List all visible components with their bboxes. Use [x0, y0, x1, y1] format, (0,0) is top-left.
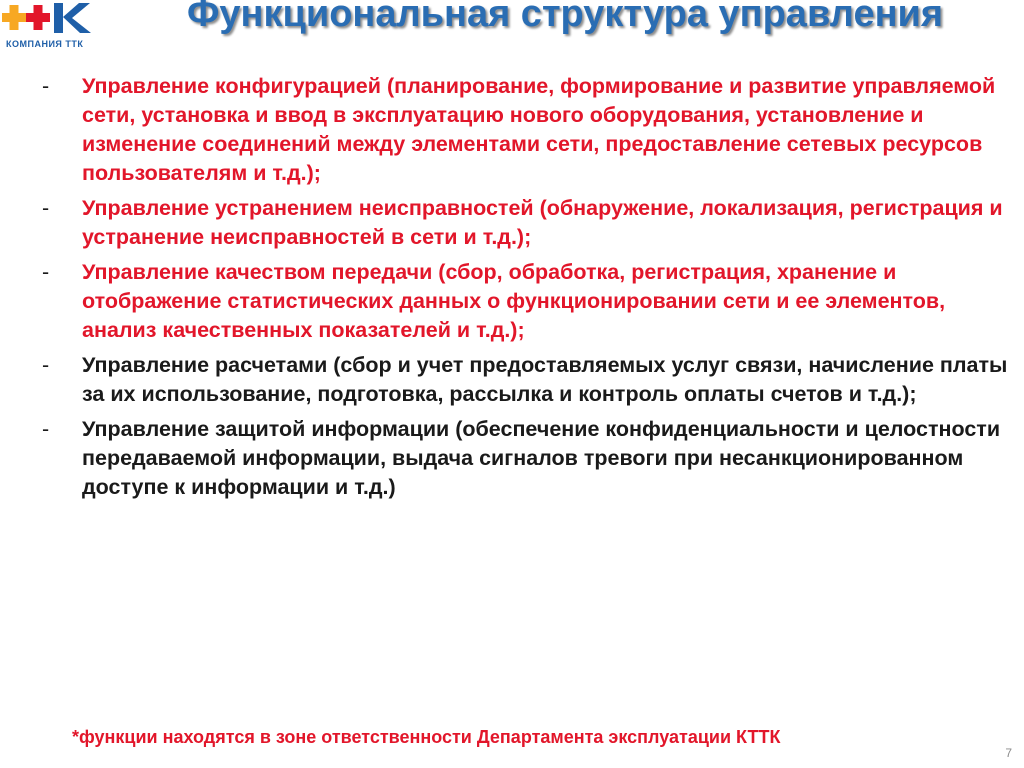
- logo-caption: КОМПАНИЯ ТТК: [6, 39, 84, 49]
- page-number: 7: [1005, 746, 1012, 760]
- slide-title: Функциональная структура управления: [186, 0, 944, 35]
- function-list: [40, 72, 1020, 508]
- bullet-dash: -: [42, 417, 50, 441]
- list-item: [40, 415, 1020, 502]
- bullet-dash: -: [42, 260, 50, 284]
- footnote: *функции находятся в зоне ответственности Департамента эксплуатации КТТК: [72, 727, 781, 747]
- list-item: [40, 351, 1020, 409]
- list-item: [40, 72, 1020, 188]
- list-item-text: Управление расчетами (сбор и учет предоставляемых услуг связи, начисление платы за их использование, подготовка, рассылка и контроль оплаты счетов и т.д.);: [82, 353, 1008, 406]
- bullet-dash: -: [42, 196, 50, 220]
- bullet-dash: -: [42, 74, 50, 98]
- list-item-text: Управление конфигурацией (планирование, формирование и развитие управляемой сети, установка и ввод в эксплуатацию нового оборудования, установление и изменение соединений между элементами сети, предоставление сетевых ресурсов пользователям и т.д.);: [82, 74, 996, 185]
- list-item-text: Управление защитой информации (обеспечение конфиденциальности и целостности передаваемой информации, выдача сигналов тревоги при несанкционированном доступе к информации и т.д.): [82, 417, 1001, 499]
- list-item: [40, 194, 1020, 252]
- list-item: [40, 258, 1020, 345]
- list-item-text: Управление устранением неисправностей (обнаружение, локализация, регистрация и устранение неисправностей в сети и т.д.);: [82, 196, 1003, 249]
- list-item-text: Управление качеством передачи (сбор, обработка, регистрация, хранение и отображение статистических данных о функционировании сети и ее элементов, анализ качественных показателей и т.д.);: [82, 260, 946, 342]
- ttk-logo-icon: [0, 0, 120, 40]
- company-logo: [0, 0, 120, 52]
- bullet-dash: -: [42, 353, 50, 377]
